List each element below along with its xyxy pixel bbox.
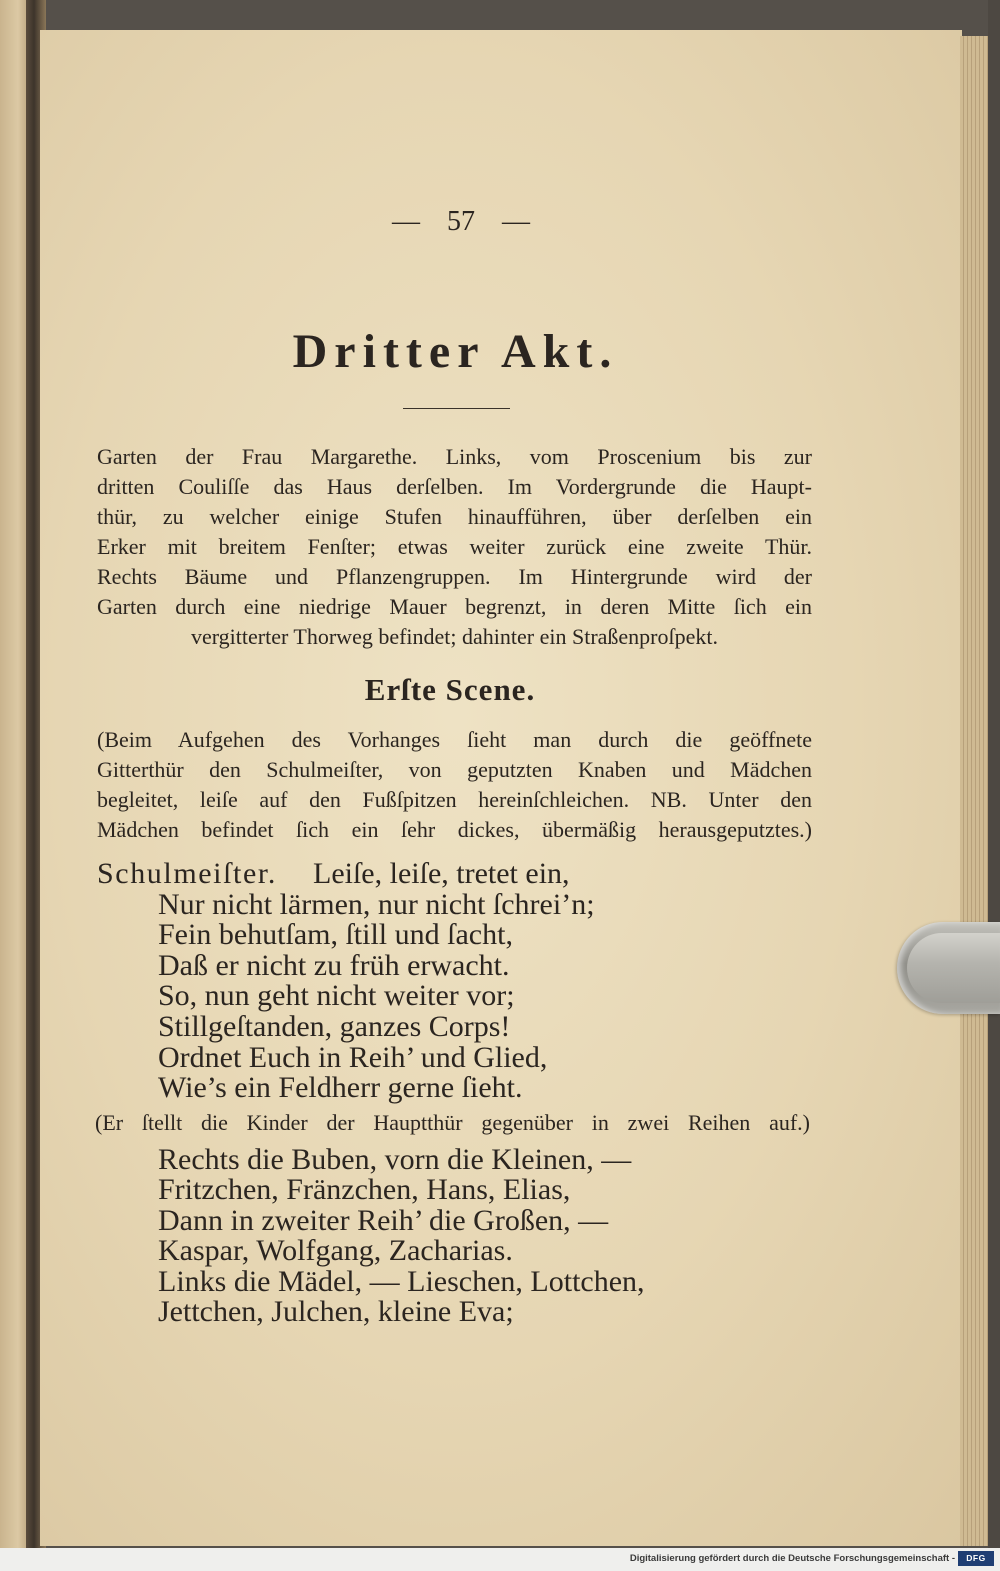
title-divider xyxy=(403,408,510,409)
verse-block xyxy=(97,1145,837,1327)
page-number: — 57 — xyxy=(392,206,530,237)
text-line: Garten der Frau Margarethe. Links, vom Proscenium bis zur xyxy=(97,444,812,469)
verse-line: Ordnet Euch in Reih’ und Glied, xyxy=(158,1040,548,1074)
verse-text: Leiſe, leiſe, tretet ein, xyxy=(313,857,570,890)
verse-line: Dann in zweiter Reih’ die Großen, — xyxy=(158,1203,609,1237)
verse-line: Links die Mädel, — Lieschen, Lottchen, xyxy=(158,1264,645,1298)
verse-block xyxy=(97,859,837,1104)
text-line: dritten Couliſſe das Haus derſelben. Im Vordergrunde die Haupt- xyxy=(97,474,812,499)
page-clip-highlight xyxy=(907,933,1000,1003)
text-line: Gitterthür den Schulmeiſter, von geputzten Knaben und Mädchen xyxy=(97,757,812,782)
verse-line: Daß er nicht zu früh erwacht. xyxy=(158,948,510,982)
text-line: thür, zu welcher einige Stufen hinaufführen, über derſelben ein xyxy=(97,504,812,529)
verse-line xyxy=(97,859,837,890)
text-line: Mädchen befindet ſich ein ſehr dickes, übermäßig herausgeputztes.) xyxy=(97,817,812,842)
verse-line: Fein behutſam, ſtill und ſacht, xyxy=(158,918,513,952)
speaker-name: Schulmeiſter. xyxy=(97,857,277,890)
verse-line: Jettchen, Julchen, kleine Eva; xyxy=(158,1294,514,1328)
scene-heading: Erſte Scene. xyxy=(364,672,536,707)
stage-description xyxy=(97,442,812,652)
dfg-logo: DFG xyxy=(958,1551,994,1566)
text-line: Garten durch eine niedrige Mauer begrenzt, in deren Mitte ſich ein xyxy=(97,594,812,619)
verse-line: Wie’s ein Feldherr gerne ſieht. xyxy=(158,1071,523,1105)
text-line: (Beim Aufgehen des Vorhanges ſieht man durch die geöffnete xyxy=(97,727,812,752)
verse-line: Fritzchen, Fränzchen, Hans, Elias, xyxy=(158,1173,571,1207)
text-line: begleitet, leiſe auf den Fußſpitzen hereinſchleichen. NB. Unter den xyxy=(97,787,812,812)
verse-line: Rechts die Buben, vorn die Kleinen, — xyxy=(158,1143,632,1176)
text-line: Erker mit breitem Fenſter; etwas weiter zurück eine zweite Thür. xyxy=(97,534,812,559)
page-stack-edge xyxy=(960,36,988,1546)
scan-background-right xyxy=(988,0,1000,1548)
act-title: Dritter Akt. xyxy=(292,325,619,378)
verse-line: Nur nicht lärmen, nur nicht ſchrei’n; xyxy=(158,887,595,921)
digitization-credit: Digitalisierung gefördert durch die Deutsche Forschungsgemeinschaft - xyxy=(629,1553,955,1564)
scene-direction xyxy=(97,725,812,845)
text-line: vergitterter Thorweg befindet; dahinter ein Straßenproſpekt. xyxy=(190,624,718,649)
verse-line: So, nun geht nicht weiter vor; xyxy=(158,979,515,1013)
verse-line: Kaspar, Wolfgang, Zacharias. xyxy=(158,1234,513,1268)
text-line: Rechts Bäume und Pflanzengruppen. Im Hintergrunde wird der xyxy=(97,564,812,589)
stage-direction: (Er ſtellt die Kinder der Hauptthür gegenüber in zwei Reihen auf.) xyxy=(95,1110,810,1135)
verse-line: Stillgeſtanden, ganzes Corps! xyxy=(158,1009,511,1043)
